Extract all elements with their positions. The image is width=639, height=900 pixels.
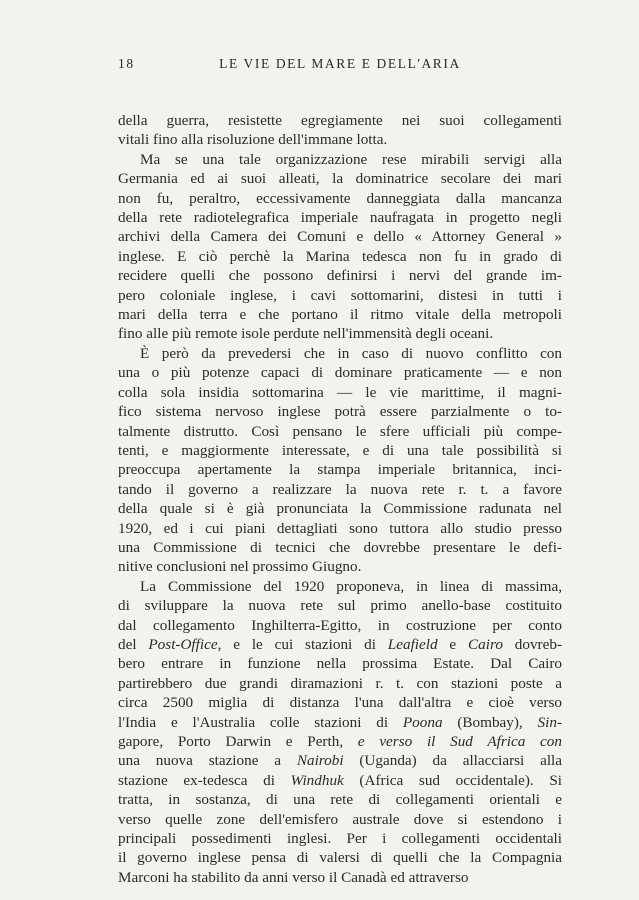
text-segment: del bbox=[118, 635, 149, 653]
text-segment: principali possedimenti inglesi. Per i collegamenti occidentali bbox=[118, 830, 562, 848]
text-line bbox=[118, 732, 562, 751]
text-segment: tenti, e maggiormente interessate, e di una tale possibilità si bbox=[118, 441, 562, 459]
text-segment: verso quelle zone dell'emisfero australe dove si estendono i bbox=[118, 810, 562, 828]
text-line bbox=[118, 596, 562, 615]
text-line bbox=[118, 266, 562, 285]
text-segment: partirebbero due grandi diramazioni r. t. con stazioni poste a bbox=[118, 674, 562, 692]
text-segment: archivi della Camera dei Comuni e dello « Attorney General » bbox=[118, 228, 562, 246]
text-segment: 1920, ed i cui piani dettagliati sono tuttora allo studio presso bbox=[118, 519, 562, 537]
text-line bbox=[118, 654, 562, 673]
text-line bbox=[118, 674, 562, 693]
text-segment: della guerra, resistette egregiamente nei suoi collegamenti bbox=[118, 112, 562, 129]
text-segment: una Commissione di tecnici che dovrebbe presentare le defi- bbox=[118, 538, 562, 556]
text-segment: mari della terra e che portano il ritmo vitale della metropoli bbox=[118, 306, 562, 324]
text-segment: della rete radiotelegrafica imperiale naufragata in progetto negli bbox=[118, 209, 562, 227]
text-line bbox=[118, 713, 562, 732]
text-segment: e bbox=[437, 635, 469, 653]
text-segment: fino alle più remote isole perdute nell'immensità degli oceani. bbox=[118, 325, 494, 343]
text-line bbox=[118, 344, 562, 363]
body-text bbox=[118, 111, 562, 887]
text-segment: inglese. E ciò perchè la Marina tedesca non fu in grado di bbox=[118, 247, 562, 265]
text-segment: , e le cui stazioni di bbox=[217, 635, 388, 653]
text-line bbox=[118, 635, 562, 654]
text-line bbox=[118, 693, 562, 712]
text-line bbox=[118, 616, 562, 635]
text-line bbox=[118, 189, 562, 208]
text-line bbox=[118, 557, 562, 576]
text-segment: La Commissione del 1920 proponeva, in linea di massima, bbox=[140, 577, 562, 595]
running-title: LE VIE DEL MARE E DELL'ARIA bbox=[219, 56, 461, 71]
running-header bbox=[118, 56, 562, 78]
text-segment: vitali fino alla risoluzione dell'immane lotta. bbox=[118, 131, 388, 149]
text-line bbox=[118, 499, 562, 518]
text-line bbox=[118, 422, 562, 441]
text-line bbox=[118, 790, 562, 809]
text-segment: una o più potenze capaci di dominare praticamente — e non bbox=[118, 364, 562, 382]
text-line bbox=[118, 519, 562, 538]
text-line bbox=[118, 402, 562, 421]
text-line bbox=[118, 441, 562, 460]
text-line bbox=[118, 577, 562, 596]
italic-text: Nairobi bbox=[296, 752, 344, 770]
text-segment: stazione ex-tedesca di bbox=[118, 771, 291, 789]
text-segment: Germania ed ai suoi alleati, la dominatrice secolare dei mari bbox=[118, 170, 562, 188]
text-segment: preoccupa apertamente la stampa imperiale britannica, inci- bbox=[118, 461, 562, 479]
text-segment: una nuova stazione a bbox=[118, 752, 297, 770]
text-line bbox=[118, 111, 562, 130]
text-line bbox=[118, 829, 562, 848]
text-segment: recidere quelli che possono definirsi i nervi del grande im- bbox=[118, 267, 562, 285]
text-segment: l'India e l'Australia colle stazioni di bbox=[118, 713, 403, 731]
text-line bbox=[118, 286, 562, 305]
text-segment: (Uganda) da allacciarsi alla bbox=[343, 752, 562, 770]
text-segment: (Africa sud occidentale). Si bbox=[343, 771, 563, 789]
text-segment: dovreb- bbox=[502, 635, 563, 653]
text-segment: di sviluppare la nuova rete sul primo anello-base costituito bbox=[118, 597, 562, 615]
text-segment: Marconi ha stabilito da anni verso il Canadà ed attraverso bbox=[118, 868, 469, 886]
text-line bbox=[118, 363, 562, 382]
italic-text: Sin- bbox=[537, 713, 562, 731]
text-segment: bero entrare in funzione nella prossima Estate. Dal Cairo bbox=[118, 655, 562, 673]
text-line bbox=[118, 227, 562, 246]
text-segment: gapore, Porto Darwin e Perth bbox=[118, 733, 340, 750]
text-line bbox=[118, 247, 562, 266]
italic-text: Cairo bbox=[468, 635, 503, 653]
text-segment: non fu, peraltro, eccessivamente danneggiata dalla mancanza bbox=[118, 189, 562, 207]
text-segment: della quale si è già pronunciata la Commissione radunata nel bbox=[118, 500, 562, 518]
text-line bbox=[118, 480, 562, 499]
text-line bbox=[118, 810, 562, 829]
text-segment: pero coloniale inglese, i cavi sottomarini, distesi in tutti i bbox=[118, 286, 562, 304]
text-line bbox=[118, 868, 562, 887]
text-line bbox=[118, 208, 562, 227]
text-line bbox=[118, 460, 562, 479]
text-segment: Ma se una tale organizzazione rese mirabili servigi alla bbox=[140, 150, 562, 168]
text-line bbox=[118, 130, 562, 149]
text-segment: È però da prevedersi che in caso di nuovo conflitto con bbox=[140, 344, 562, 362]
text-line bbox=[118, 751, 562, 770]
text-segment: tando il governo a realizzare la nuova rete r. t. a favore bbox=[118, 480, 562, 498]
italic-text: , e verso il Sud Africa con bbox=[339, 733, 562, 750]
text-line bbox=[118, 848, 562, 867]
italic-text: Leafield bbox=[387, 635, 438, 653]
text-segment: colla sola insidia sottomarina — le vie marittime, il magni- bbox=[118, 383, 562, 401]
text-line bbox=[118, 383, 562, 402]
text-line bbox=[118, 771, 562, 790]
text-segment: tratta, in sostanza, di una rete di collegamenti orientali e bbox=[118, 791, 562, 809]
text-line bbox=[118, 169, 562, 188]
italic-text: Post-Office bbox=[148, 635, 218, 653]
italic-text: Poona bbox=[402, 713, 443, 731]
text-segment: dal collegamento Inghilterra-Egitto, in costruzione per conto bbox=[118, 616, 562, 634]
italic-text: Windhuk bbox=[290, 771, 344, 789]
text-line bbox=[118, 538, 562, 557]
text-segment: fico sistema nervoso inglese potrà essere parzialmente o to- bbox=[118, 403, 562, 421]
text-segment: il governo inglese pensa di valersi di quelli che la Compagnia bbox=[118, 849, 562, 867]
text-line bbox=[118, 324, 562, 343]
text-line bbox=[118, 305, 562, 324]
text-line bbox=[118, 150, 562, 169]
text-segment: talmente distrutto. Così pensano le sfere ufficiali più compe- bbox=[118, 422, 562, 440]
text-segment: nitive conclusioni nel prossimo Giugno. bbox=[118, 558, 362, 576]
text-segment: circa 2500 miglia di distanza l'una dall'altra e cioè verso bbox=[118, 694, 562, 712]
text-segment: (Bombay), bbox=[442, 713, 538, 731]
page-number: 18 bbox=[118, 56, 135, 71]
